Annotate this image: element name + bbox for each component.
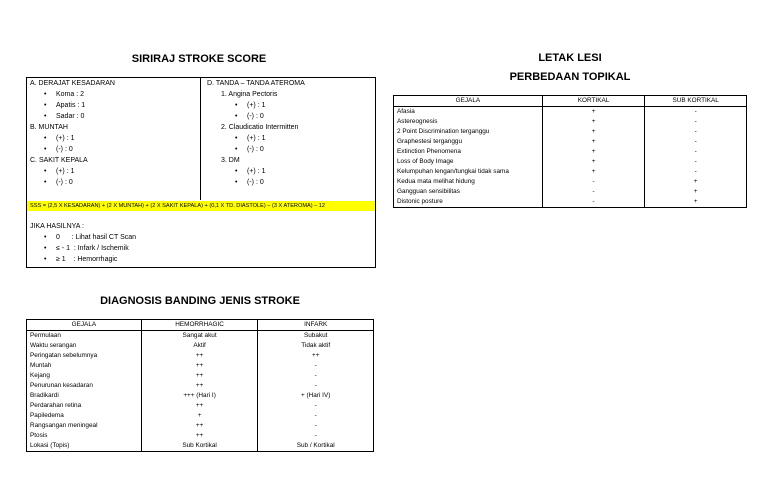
col-header: HEMORRHAGIC bbox=[141, 320, 258, 331]
value-cell: Subakut bbox=[258, 331, 374, 342]
col-header: GEJALA bbox=[394, 96, 543, 107]
value-cell: Sub Kortikal bbox=[141, 441, 258, 452]
value-cell: - bbox=[542, 177, 645, 187]
results-heading: JIKA HASILNYA : bbox=[30, 223, 84, 230]
table-row bbox=[27, 401, 374, 411]
col-header: INFARK bbox=[258, 320, 374, 331]
table-row bbox=[27, 381, 374, 391]
table-row bbox=[27, 331, 374, 342]
b-item: • (-) : 0 bbox=[30, 144, 115, 155]
topical-difference-table bbox=[393, 95, 747, 208]
value-cell: Sangat akut bbox=[141, 331, 258, 342]
table-header-row bbox=[394, 96, 747, 107]
symptom-cell: Muntah bbox=[27, 361, 142, 371]
symptom-cell: Perdarahan retina bbox=[27, 401, 142, 411]
value-cell: ++ bbox=[141, 401, 258, 411]
symptom-cell: Kedua mata melihat hidung bbox=[394, 177, 543, 187]
section-d bbox=[207, 78, 305, 188]
symptom-cell: Lokasi (Topis) bbox=[27, 441, 142, 452]
b-item: • (+) : 1 bbox=[30, 133, 115, 144]
symptom-cell: Astereognesis bbox=[394, 117, 543, 127]
table-row bbox=[394, 107, 747, 118]
table-row bbox=[27, 421, 374, 431]
symptom-cell: Graphestesi terganggu bbox=[394, 137, 543, 147]
symptom-cell: Papiledema bbox=[27, 411, 142, 421]
value-cell: ++ bbox=[141, 421, 258, 431]
d1-item: • (+) : 1 bbox=[207, 100, 305, 111]
value-cell: - bbox=[258, 431, 374, 441]
symptom-cell: Gangguan sensibilitas bbox=[394, 187, 543, 197]
result-item: • ≤ - 1 : Infark / Ischemik bbox=[30, 243, 136, 254]
symptom-cell: Rangsangan meningeal bbox=[27, 421, 142, 431]
symptom-cell: Kejang bbox=[27, 371, 142, 381]
value-cell: - bbox=[258, 371, 374, 381]
d3-item: • (-) : 0 bbox=[207, 177, 305, 188]
symptom-cell: Ptosis bbox=[27, 431, 142, 441]
symptom-cell: Permulaan bbox=[27, 331, 142, 342]
letak-lesi-title: LETAK LESI bbox=[538, 52, 602, 64]
value-cell: - bbox=[542, 197, 645, 208]
value-cell: + bbox=[542, 137, 645, 147]
value-cell: ++ bbox=[141, 381, 258, 391]
result-item: • 0 : Lihat hasil CT Scan bbox=[30, 232, 136, 243]
value-cell: - bbox=[258, 421, 374, 431]
section-a-c bbox=[30, 78, 115, 188]
table-row bbox=[394, 147, 747, 157]
value-cell: + bbox=[141, 411, 258, 421]
c-item: • (+) : 1 bbox=[30, 166, 115, 177]
value-cell: + (Hari IV) bbox=[258, 391, 374, 401]
value-cell: - bbox=[645, 137, 747, 147]
value-cell: ++ bbox=[141, 431, 258, 441]
stroke-diagnosis-table bbox=[26, 319, 374, 452]
table-row bbox=[394, 187, 747, 197]
value-cell: - bbox=[258, 361, 374, 371]
table-header-row bbox=[27, 320, 374, 331]
symptom-cell: Loss of Body Image bbox=[394, 157, 543, 167]
symptom-cell: Waktu serangan bbox=[27, 341, 142, 351]
diagnosis-title: DIAGNOSIS BANDING JENIS STROKE bbox=[100, 295, 300, 307]
value-cell: + bbox=[542, 167, 645, 177]
c-item: • (-) : 0 bbox=[30, 177, 115, 188]
value-cell: - bbox=[258, 411, 374, 421]
value-cell: + bbox=[542, 157, 645, 167]
d1-heading: 1. Angina Pectoris bbox=[221, 91, 278, 98]
table-row bbox=[394, 127, 747, 137]
value-cell: Tidak aktif bbox=[258, 341, 374, 351]
value-cell: + bbox=[542, 107, 645, 118]
col-header: GEJALA bbox=[27, 320, 142, 331]
value-cell: ++ bbox=[141, 371, 258, 381]
value-cell: + bbox=[645, 197, 747, 208]
results-section bbox=[30, 221, 136, 265]
col-header: KORTIKAL bbox=[542, 96, 645, 107]
value-cell: Aktif bbox=[141, 341, 258, 351]
section-b-heading: B. MUNTAH bbox=[30, 124, 68, 131]
table-row bbox=[27, 351, 374, 361]
d3-heading: 3. DM bbox=[221, 157, 240, 164]
table-row bbox=[27, 411, 374, 421]
a-item: • Apatis : 1 bbox=[30, 100, 115, 111]
result-item: • ≥ 1 : Hemorrhagic bbox=[30, 254, 136, 265]
symptom-cell: Distonic posture bbox=[394, 197, 543, 208]
value-cell: - bbox=[258, 381, 374, 391]
symptom-cell: 2 Point Discrimination terganggu bbox=[394, 127, 543, 137]
perbedaan-topikal-title: PERBEDAAN TOPIKAL bbox=[509, 71, 631, 83]
value-cell: ++ bbox=[141, 361, 258, 371]
value-cell: ++ bbox=[258, 351, 374, 361]
value-cell: - bbox=[645, 147, 747, 157]
sss-formula: SSS = (2,5 X KESADARAN) + (2 X MUNTAH) + (2 X SAKIT KEPALA) + (0,1 X TD. DIASTOLE) – (3 X ATEROMA) – 12 bbox=[27, 201, 375, 211]
table-row bbox=[27, 371, 374, 381]
value-cell: - bbox=[542, 187, 645, 197]
d1-item: • (-) : 0 bbox=[207, 111, 305, 122]
a-item: • Sadar : 0 bbox=[30, 111, 115, 122]
table-row bbox=[27, 431, 374, 441]
table-row bbox=[394, 137, 747, 147]
section-d-heading: D. TANDA – TANDA ATEROMA bbox=[207, 80, 305, 87]
col-header: SUB KORTIKAL bbox=[645, 96, 747, 107]
table-row bbox=[27, 341, 374, 351]
d2-heading: 2. Claudicatio Intermitten bbox=[221, 124, 299, 131]
table-row bbox=[27, 361, 374, 371]
value-cell: ++ bbox=[141, 351, 258, 361]
value-cell: + bbox=[645, 187, 747, 197]
d2-item: • (-) : 0 bbox=[207, 144, 305, 155]
siriraj-score-box bbox=[26, 77, 376, 268]
table-row bbox=[394, 117, 747, 127]
section-a-heading: A. DERAJAT KESADARAN bbox=[30, 80, 115, 87]
column-divider bbox=[200, 78, 201, 200]
section-c-heading: C. SAKIT KEPALA bbox=[30, 157, 88, 164]
value-cell: - bbox=[645, 127, 747, 137]
value-cell: - bbox=[258, 401, 374, 411]
value-cell: + bbox=[542, 117, 645, 127]
siriraj-title: SIRIRAJ STROKE SCORE bbox=[131, 53, 267, 65]
symptom-cell: Penurunan kesadaran bbox=[27, 381, 142, 391]
value-cell: Sub / Kortikal bbox=[258, 441, 374, 452]
symptom-cell: Bradikardi bbox=[27, 391, 142, 401]
value-cell: + bbox=[542, 127, 645, 137]
symptom-cell: Kelumpuhan lengan/tungkai tidak sama bbox=[394, 167, 543, 177]
table-row bbox=[394, 157, 747, 167]
value-cell: - bbox=[645, 117, 747, 127]
value-cell: - bbox=[645, 167, 747, 177]
value-cell: +++ (Hari I) bbox=[141, 391, 258, 401]
table-row bbox=[394, 177, 747, 187]
table-row bbox=[27, 391, 374, 401]
value-cell: - bbox=[645, 157, 747, 167]
symptom-cell: Extinction Phenomena bbox=[394, 147, 543, 157]
table-row bbox=[27, 441, 374, 452]
value-cell: - bbox=[645, 107, 747, 118]
value-cell: + bbox=[645, 177, 747, 187]
d2-item: • (+) : 1 bbox=[207, 133, 305, 144]
table-row bbox=[394, 197, 747, 208]
a-item: • Koma : 2 bbox=[30, 89, 115, 100]
table-row bbox=[394, 167, 747, 177]
symptom-cell: Peringatan sebelumnya bbox=[27, 351, 142, 361]
value-cell: + bbox=[542, 147, 645, 157]
d3-item: • (+) : 1 bbox=[207, 166, 305, 177]
symptom-cell: Afasia bbox=[394, 107, 543, 118]
